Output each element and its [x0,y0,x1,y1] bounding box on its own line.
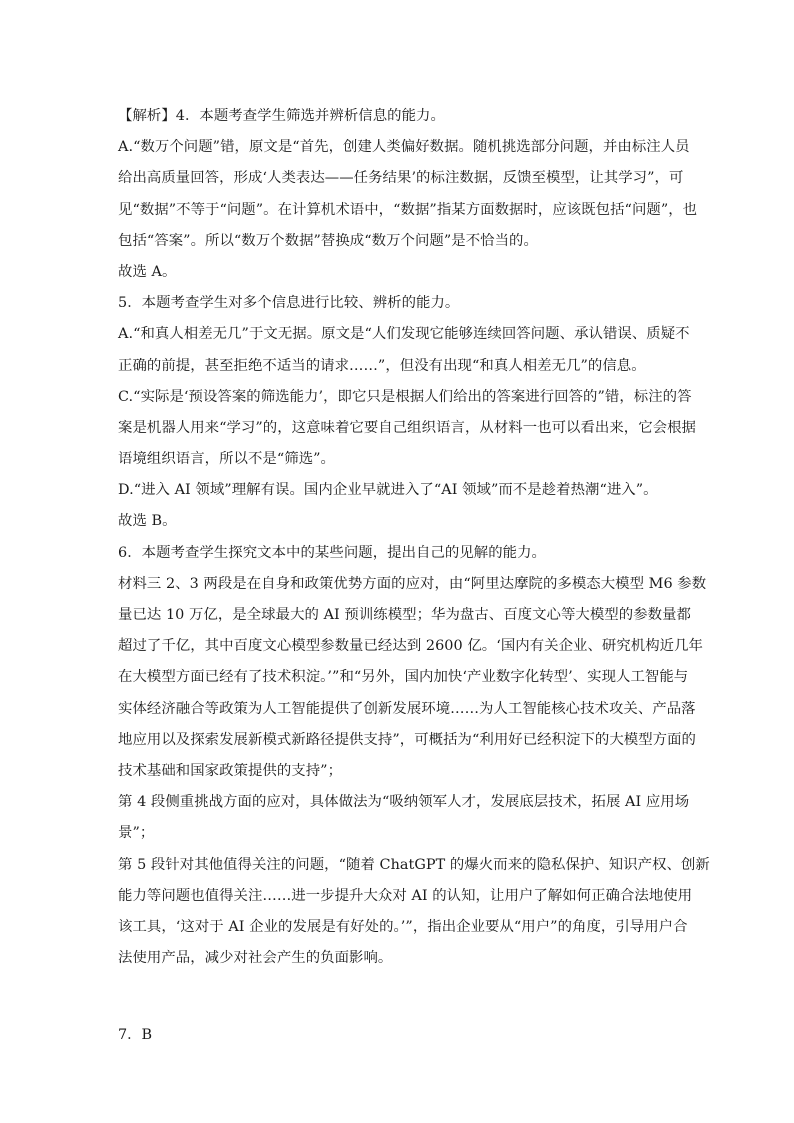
text-line: 法使用产品，减少对社会产生的负面影响。 [118,950,393,967]
text-line: A.“和真人相差无几”于文无据。原文是“人们发现它能够连续回答问题、承认错误、质疑不 [118,326,690,343]
text-line: 【解析】4．本题考查学生筛选并辨析信息的能力。 [118,108,445,124]
text-line: 该工具，‘这对于 AI 企业的发展是有好处的。’”，指出企业要从“用户”的角度，引导用户合 [118,918,688,935]
text-line: 语境组织语言，所以不是“筛选”。 [118,451,335,468]
paragraph-gap [118,974,678,1020]
text-line: 5．本题考查学生对多个信息进行比较、辨析的能力。 [118,295,460,312]
text-line: 在大模型方面已经有了技术积淀。’”和“另外，国内加快‘产业数字化转型’、实现人工智能与 [118,669,689,686]
answer-line: 7．B [118,1027,153,1044]
text-line: 超过了千亿，其中百度文心模型参数量已经达到 2600 亿。‘国内有关企业、研究机构近几年 [118,638,704,655]
text-line: 6．本题考查学生探究文本中的某些问题，提出自己的见解的能力。 [118,544,546,561]
text-line: 材料三 2、3 两段是在自身和政策优势方面的应对，由“阿里达摩院的多模态大模型 M6 参数 [118,575,707,592]
text-line: 给出高质量回答，形成‘人类表达——任务结果’的标注数据，反馈至模型，让其学习”，可 [118,170,684,187]
text-line: 技术基础和国家政策提供的支持”； [118,762,343,779]
document-body [118,101,710,1051]
text-line: 实体经济融合等政策为人工智能提供了创新发展环境……为人工智能核心技术攻关、产品落 [118,700,696,717]
text-line: 第 4 段侧重挑战方面的应对，具体做法为“吸纳领军人才，发展底层技术，拓展 AI 应用场 [118,794,690,811]
text-line: 故选 B。 [118,513,177,530]
text-line: 第 5 段针对其他值得关注的问题，“随着 ChatGPT 的爆火而来的隐私保护、知识产权、创新 [118,856,710,873]
text-line: 见“数据”不等于“问题”。在计算机术语中，“数据”指某方面数据时，应该既包括“问题”，也 [118,201,698,218]
text-line: A.“数万个问题”错，原文是“首先，创建人类偏好数据。随机挑选部分问题，并由标注人员 [118,139,690,156]
text-line: 量已达 10 万亿，是全球最大的 AI 预训练模型；华为盘古、百度文心等大模型的参数量都 [118,607,691,623]
text-line: C.“实际是‘预设答案的筛选能力’，即它只是根据人们给出的答案进行回答的”错，标注的答 [118,388,692,405]
text-line: 案是机器人用来“学习”的，这意味着它要自己组织语言，从材料一也可以看出来，它会根据 [118,419,697,436]
text-line: 故选 A。 [118,263,177,280]
text-line: 包括“答案”。所以“数万个数据”替换成“数万个问题”是不恰当的。 [118,232,538,249]
text-line: 地应用以及探索发展新模式新路径提供支持”，可概括为“利用好已经积淀下的大模型方面的 [118,731,697,748]
text-line: 正确的前提，甚至拒绝不适当的请求……”，但没有出现“和真人相差无几”的信息。 [118,357,646,374]
text-line: 能力等问题也值得关注……进一步提升大众对 AI 的认知，让用户了解如何正确合法地使用 [118,887,693,904]
text-line: 景”； [118,825,155,842]
text-line: D.“进入 AI 领域”理解有误。国内企业早就进入了“AI 领域”而不是趁着热潮“进入”。 [118,482,658,499]
